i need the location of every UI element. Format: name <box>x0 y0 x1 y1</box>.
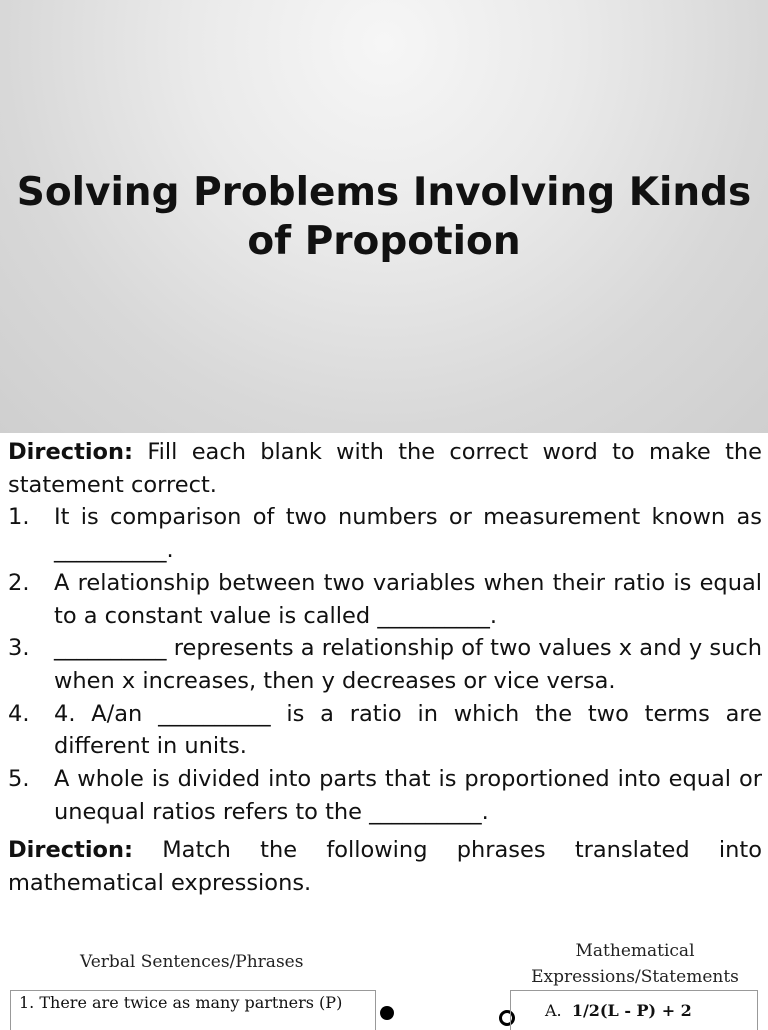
item-number: 5. <box>8 766 30 793</box>
item-number: 4. <box>8 700 30 727</box>
math-column-header <box>515 938 755 990</box>
verbal-item-1 <box>10 990 376 1030</box>
direction-label: Direction: <box>8 837 134 864</box>
math-item-label: A. <box>545 1001 562 1020</box>
slide-title-line-1: Solving Problems Involving Kinds <box>16 170 752 215</box>
item-text: It is comparison of two numbers or measurement known as __________. <box>54 504 762 564</box>
matching-table <box>0 938 768 1024</box>
direction-text: Fill each blank with the correct word to make the statement correct. <box>8 439 762 498</box>
slide-title <box>0 168 768 266</box>
math-item-expression: 1/2(L - P) + 2 <box>571 1001 692 1020</box>
list-item <box>8 632 762 697</box>
verbal-column-header: Verbal Sentences/Phrases <box>80 952 304 972</box>
match-connector-filled-dot[interactable] <box>380 1006 394 1020</box>
list-item <box>8 698 762 763</box>
item-text: A relationship between two variables when their ratio is equal to a constant value is called __________. <box>54 569 762 629</box>
direction-1 <box>8 436 762 501</box>
fill-in-list <box>8 501 762 828</box>
math-item-a <box>510 990 758 1030</box>
item-number: 2. <box>8 569 30 596</box>
item-text: A whole is divided into parts that is proportioned into equal or unequal ratios refers to the __________. <box>54 766 762 825</box>
worksheet-content <box>8 436 762 900</box>
list-item <box>8 567 762 632</box>
direction-2 <box>8 834 762 899</box>
list-item <box>8 763 762 828</box>
item-number: 1. <box>8 504 30 531</box>
item-text: 4. A/an __________ is a ratio in which the two terms are different in units. <box>54 700 762 760</box>
item-number: 3. <box>8 635 30 662</box>
direction-text: Match the following phrases translated into mathematical expressions. <box>8 837 762 897</box>
slide-title-line-2: of Propotion <box>247 219 521 264</box>
verbal-item-text: 1. There are twice as many partners (P) <box>19 993 343 1012</box>
item-text: __________ represents a relationship of two values x and y such when x increases, then y decreases or vice versa. <box>54 635 762 694</box>
list-item <box>8 501 762 566</box>
direction-label: Direction: <box>8 439 134 465</box>
math-header-line-1: Mathematical <box>575 941 695 961</box>
math-header-line-2: Expressions/Statements <box>531 967 739 987</box>
